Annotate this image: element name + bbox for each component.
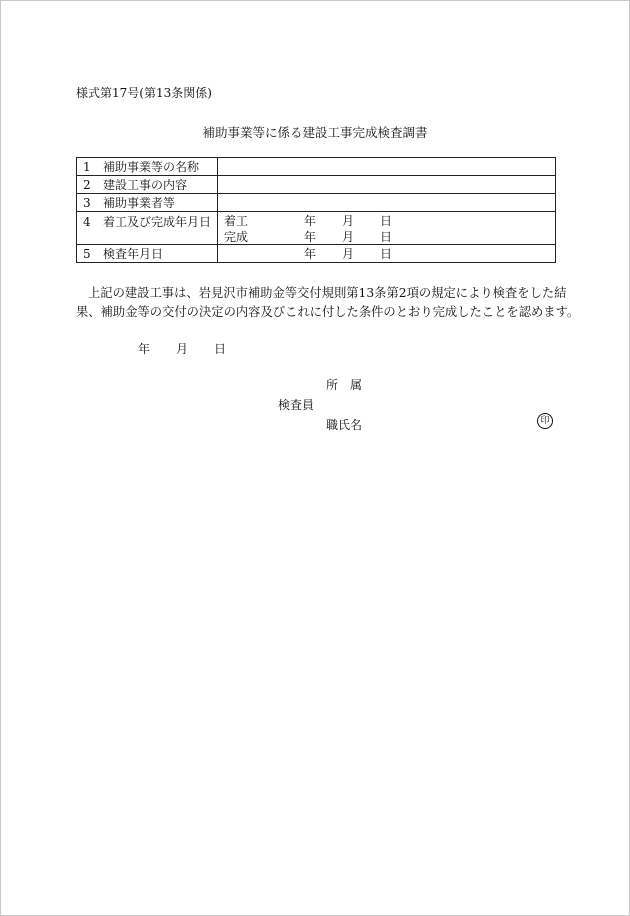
row-number: 1 [83,160,91,174]
start-date-prefix: 着工 [224,213,249,228]
inspection-table [76,157,556,263]
row-label [77,212,218,245]
completion-date-day: 日 [380,229,393,244]
completion-date-line [224,228,549,244]
project-name-cell[interactable] [218,158,556,176]
start-date-day: 日 [380,213,393,228]
table-row [77,176,556,194]
inspection-date-year: 年 [304,247,317,261]
inspection-date-month: 月 [342,247,355,261]
table-row [77,245,556,263]
table-row [77,194,556,212]
inspector-label: 検査員 [278,398,315,412]
row-label-text: 建設工事の内容 [103,178,188,192]
inspection-date-line [224,246,549,262]
row-label [77,176,218,194]
signature-date [138,340,226,357]
grantee-cell[interactable] [218,194,556,212]
completion-date-prefix: 完成 [224,229,249,244]
completion-date-month: 月 [342,229,355,244]
row-label-text: 補助事業者等 [103,196,176,210]
inspection-date-day: 日 [380,247,393,261]
row-number: 3 [83,196,91,210]
row-number: 4 [83,215,91,229]
start-date-line [224,212,549,228]
form-number: 様式第17号(第13条関係) [76,86,212,100]
row-label-text: 検査年月日 [103,247,164,261]
row-label [77,158,218,176]
row-number: 2 [83,178,91,192]
table-row [77,158,556,176]
signature-date-day: 日 [214,342,227,356]
row-number: 5 [83,247,91,261]
work-content-cell[interactable] [218,176,556,194]
start-completion-date-cell[interactable] [218,212,556,245]
certification-line-2: 果、補助金等の交付の決定の内容及びこれに付した条件のとおり完成したことを認めます。 [76,305,580,319]
certification-line-1: 上記の建設工事は、岩見沢市補助金等交付規則第13条第2項の規定により検査をした結 [88,286,567,300]
row-label-text: 着工及び完成年月日 [103,215,212,229]
seal-icon: 印 [537,413,553,429]
document-title: 補助事業等に係る建設工事完成検査調書 [202,125,428,140]
affiliation-label: 所属 [326,378,375,392]
row-label [77,245,218,263]
table-row [77,212,556,245]
completion-date-year: 年 [304,229,317,244]
row-label [77,194,218,212]
inspection-date-cell[interactable] [218,245,556,263]
certification-text [76,284,580,322]
name-title-label: 職氏名 [326,418,363,432]
signature-date-year: 年 [138,342,151,356]
start-date-year: 年 [304,213,317,228]
signature-date-month: 月 [176,342,189,356]
row-label-text: 補助事業等の名称 [103,160,200,174]
start-date-month: 月 [342,213,355,228]
